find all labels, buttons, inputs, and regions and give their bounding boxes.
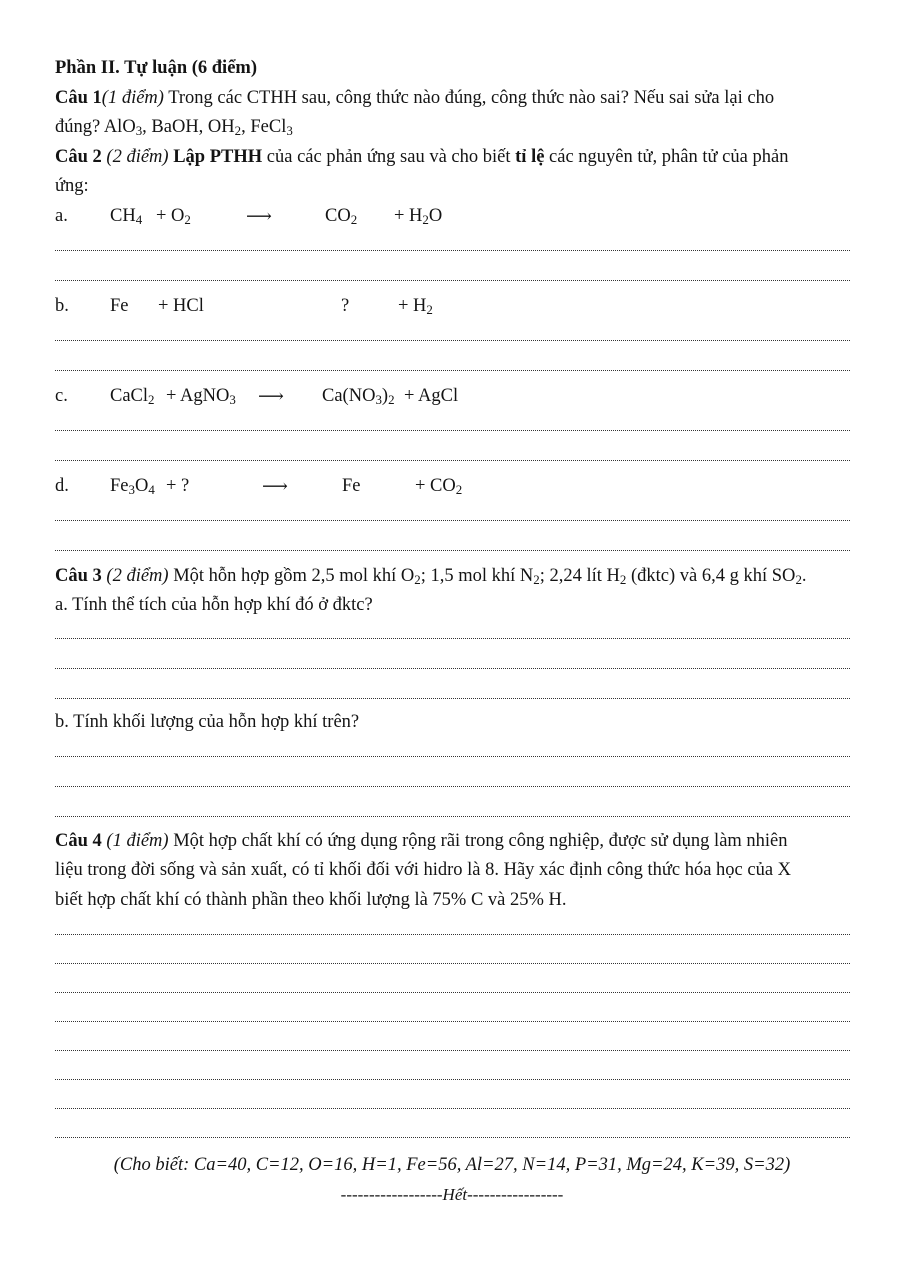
- question-4-label: Câu 4: [55, 831, 102, 851]
- question-3-text: (đktc) và 6,4 g khí SO: [626, 566, 796, 586]
- product-1: ?: [341, 296, 350, 316]
- formula-text: + H: [398, 296, 427, 316]
- subscript: 2: [455, 482, 463, 498]
- equation-a: [0, 204, 904, 228]
- reactant-2: + ?: [166, 476, 190, 496]
- question-3-line-1: [55, 564, 850, 588]
- question-3-text: Một hỗn hợp gồm 2,5 mol khí O: [168, 566, 415, 586]
- subscript: 3: [229, 392, 236, 408]
- question-1-points: (1 điểm): [101, 88, 164, 108]
- formula-text: Ca(NO: [322, 386, 376, 406]
- reactant-1: Fe: [110, 296, 129, 316]
- question-1-formulas: đúng? AlO: [55, 117, 136, 137]
- subscript: 2: [795, 572, 802, 588]
- question-4-points: (1 điểm): [106, 831, 169, 851]
- equation-label: a.: [55, 206, 68, 226]
- product-2: [394, 204, 442, 228]
- question-2-points: (2 điểm): [106, 147, 169, 167]
- answer-line: [55, 430, 850, 431]
- reactant-1: [110, 384, 155, 408]
- product-1: [325, 204, 357, 228]
- question-3-label: Câu 3: [55, 566, 102, 586]
- answer-line: [55, 756, 850, 757]
- end-mark: ------------------Hết-----------------: [340, 1185, 564, 1204]
- product-2: + AgCl: [404, 386, 459, 406]
- answer-line: [55, 250, 850, 251]
- answer-line: [55, 1021, 850, 1022]
- answer-line: [55, 280, 850, 281]
- question-3-text: .: [801, 566, 807, 586]
- question-1-line-1: [55, 86, 850, 110]
- reaction-arrow: ⟶: [246, 206, 272, 226]
- question-4-line-2: liệu trong đời sống và sản xuất, có tỉ khối đối với hidro là 8. Hãy xác định công thức hóa học của X: [55, 860, 792, 880]
- answer-line: [55, 460, 850, 461]
- answer-line: [55, 668, 850, 669]
- subscript: 2: [388, 392, 395, 408]
- formula-text: O: [428, 206, 443, 226]
- part-title: Phần II. Tự luận (6 điểm): [55, 58, 257, 78]
- question-3-text: ; 2,24 lít H: [539, 566, 620, 586]
- reaction-arrow: ⟶: [258, 386, 284, 406]
- equation-label: c.: [55, 386, 68, 406]
- formula-text: , FeCl: [241, 117, 287, 137]
- question-4-line-1: [55, 829, 850, 853]
- equation-b: [0, 294, 904, 318]
- atomic-mass-note: (Cho biết: Ca=40, C=12, O=16, H=1, Fe=56, Al=27, N=14, P=31, Mg=24, K=39, S=32): [113, 1155, 791, 1175]
- product-2: [415, 474, 462, 498]
- subscript: 2: [148, 392, 155, 408]
- answer-line: [55, 992, 850, 993]
- product-2: [398, 294, 433, 318]
- answer-line: [55, 1108, 850, 1109]
- subscript: 2: [184, 212, 191, 228]
- subscript: 2: [350, 212, 358, 228]
- subscript: 2: [414, 572, 421, 588]
- answer-line: [55, 340, 850, 341]
- question-3-points: (2 điểm): [106, 566, 169, 586]
- question-4-text: Một hợp chất khí có ứng dụng rộng rãi trong công nghiệp, được sử dụng làm nhiên: [168, 831, 788, 851]
- question-2-bold-1: Lập PTHH: [173, 147, 263, 167]
- question-2-bold-2: tỉ lệ: [515, 147, 545, 167]
- formula-text: + CO: [415, 476, 456, 496]
- subscript: 3: [286, 123, 293, 139]
- formula-text: CaCl: [110, 386, 149, 406]
- subscript: 2: [619, 572, 627, 588]
- reactant-2: [166, 384, 236, 408]
- reactant-2: [156, 204, 191, 228]
- question-1-text: Trong các CTHH sau, công thức nào đúng, công thức nào sai? Nếu sai sửa lại cho: [163, 88, 775, 108]
- subscript: 2: [234, 123, 242, 139]
- question-2-text-1: của các phản ứng sau và cho biết: [262, 147, 516, 167]
- formula-text: + AgNO: [166, 386, 230, 406]
- formula-text: , BaOH, OH: [142, 117, 235, 137]
- answer-line: [55, 1137, 850, 1138]
- question-2-label: Câu 2: [55, 147, 102, 167]
- formula-text: Fe: [110, 476, 129, 496]
- equation-c: [0, 384, 904, 408]
- subscript: 3: [135, 123, 143, 139]
- answer-line: [55, 550, 850, 551]
- answer-line: [55, 698, 850, 699]
- subscript: 4: [135, 212, 143, 228]
- answer-line: [55, 370, 850, 371]
- answer-line: [55, 816, 850, 817]
- formula-text: CH: [110, 206, 136, 226]
- question-3-text: ; 1,5 mol khí N: [420, 566, 534, 586]
- question-2-line-2: ứng:: [55, 176, 89, 196]
- subscript: 3: [375, 392, 382, 408]
- product-1: [322, 384, 395, 408]
- subscript: 3: [128, 482, 135, 498]
- reactant-1: [110, 474, 155, 498]
- question-1-line-2: [55, 115, 850, 139]
- question-1-label: Câu 1: [55, 88, 102, 108]
- question-3a: a. Tính thể tích của hỗn hợp khí đó ở đktc?: [55, 595, 373, 615]
- question-2-line-1: [55, 145, 850, 169]
- subscript: 4: [148, 482, 155, 498]
- answer-line: [55, 934, 850, 935]
- answer-line: [55, 1050, 850, 1051]
- formula-text: CO: [325, 206, 351, 226]
- formula-text: ): [381, 386, 389, 406]
- answer-line: [55, 786, 850, 787]
- reactant-1: [110, 204, 142, 228]
- equation-label: b.: [55, 296, 69, 316]
- answer-line: [55, 520, 850, 521]
- reaction-arrow: ⟶: [262, 476, 288, 496]
- answer-line: [55, 1079, 850, 1080]
- question-3b: b. Tính khối lượng của hỗn hợp khí trên?: [55, 712, 360, 732]
- question-4-line-3: biết hợp chất khí có thành phần theo khối lượng là 75% C và 25% H.: [55, 890, 567, 910]
- equation-d: [0, 474, 904, 498]
- question-2-text-2: các nguyên tử, phân tử của phản: [544, 147, 789, 167]
- product-1: Fe: [342, 476, 361, 496]
- subscript: 2: [426, 302, 433, 318]
- formula-text: O: [134, 476, 149, 496]
- subscript: 2: [422, 212, 429, 228]
- equation-label: d.: [55, 476, 69, 496]
- reactant-2: + HCl: [158, 296, 204, 316]
- answer-line: [55, 963, 850, 964]
- subscript: 2: [533, 572, 540, 588]
- formula-text: + O: [156, 206, 185, 226]
- answer-line: [55, 638, 850, 639]
- formula-text: + H: [394, 206, 423, 226]
